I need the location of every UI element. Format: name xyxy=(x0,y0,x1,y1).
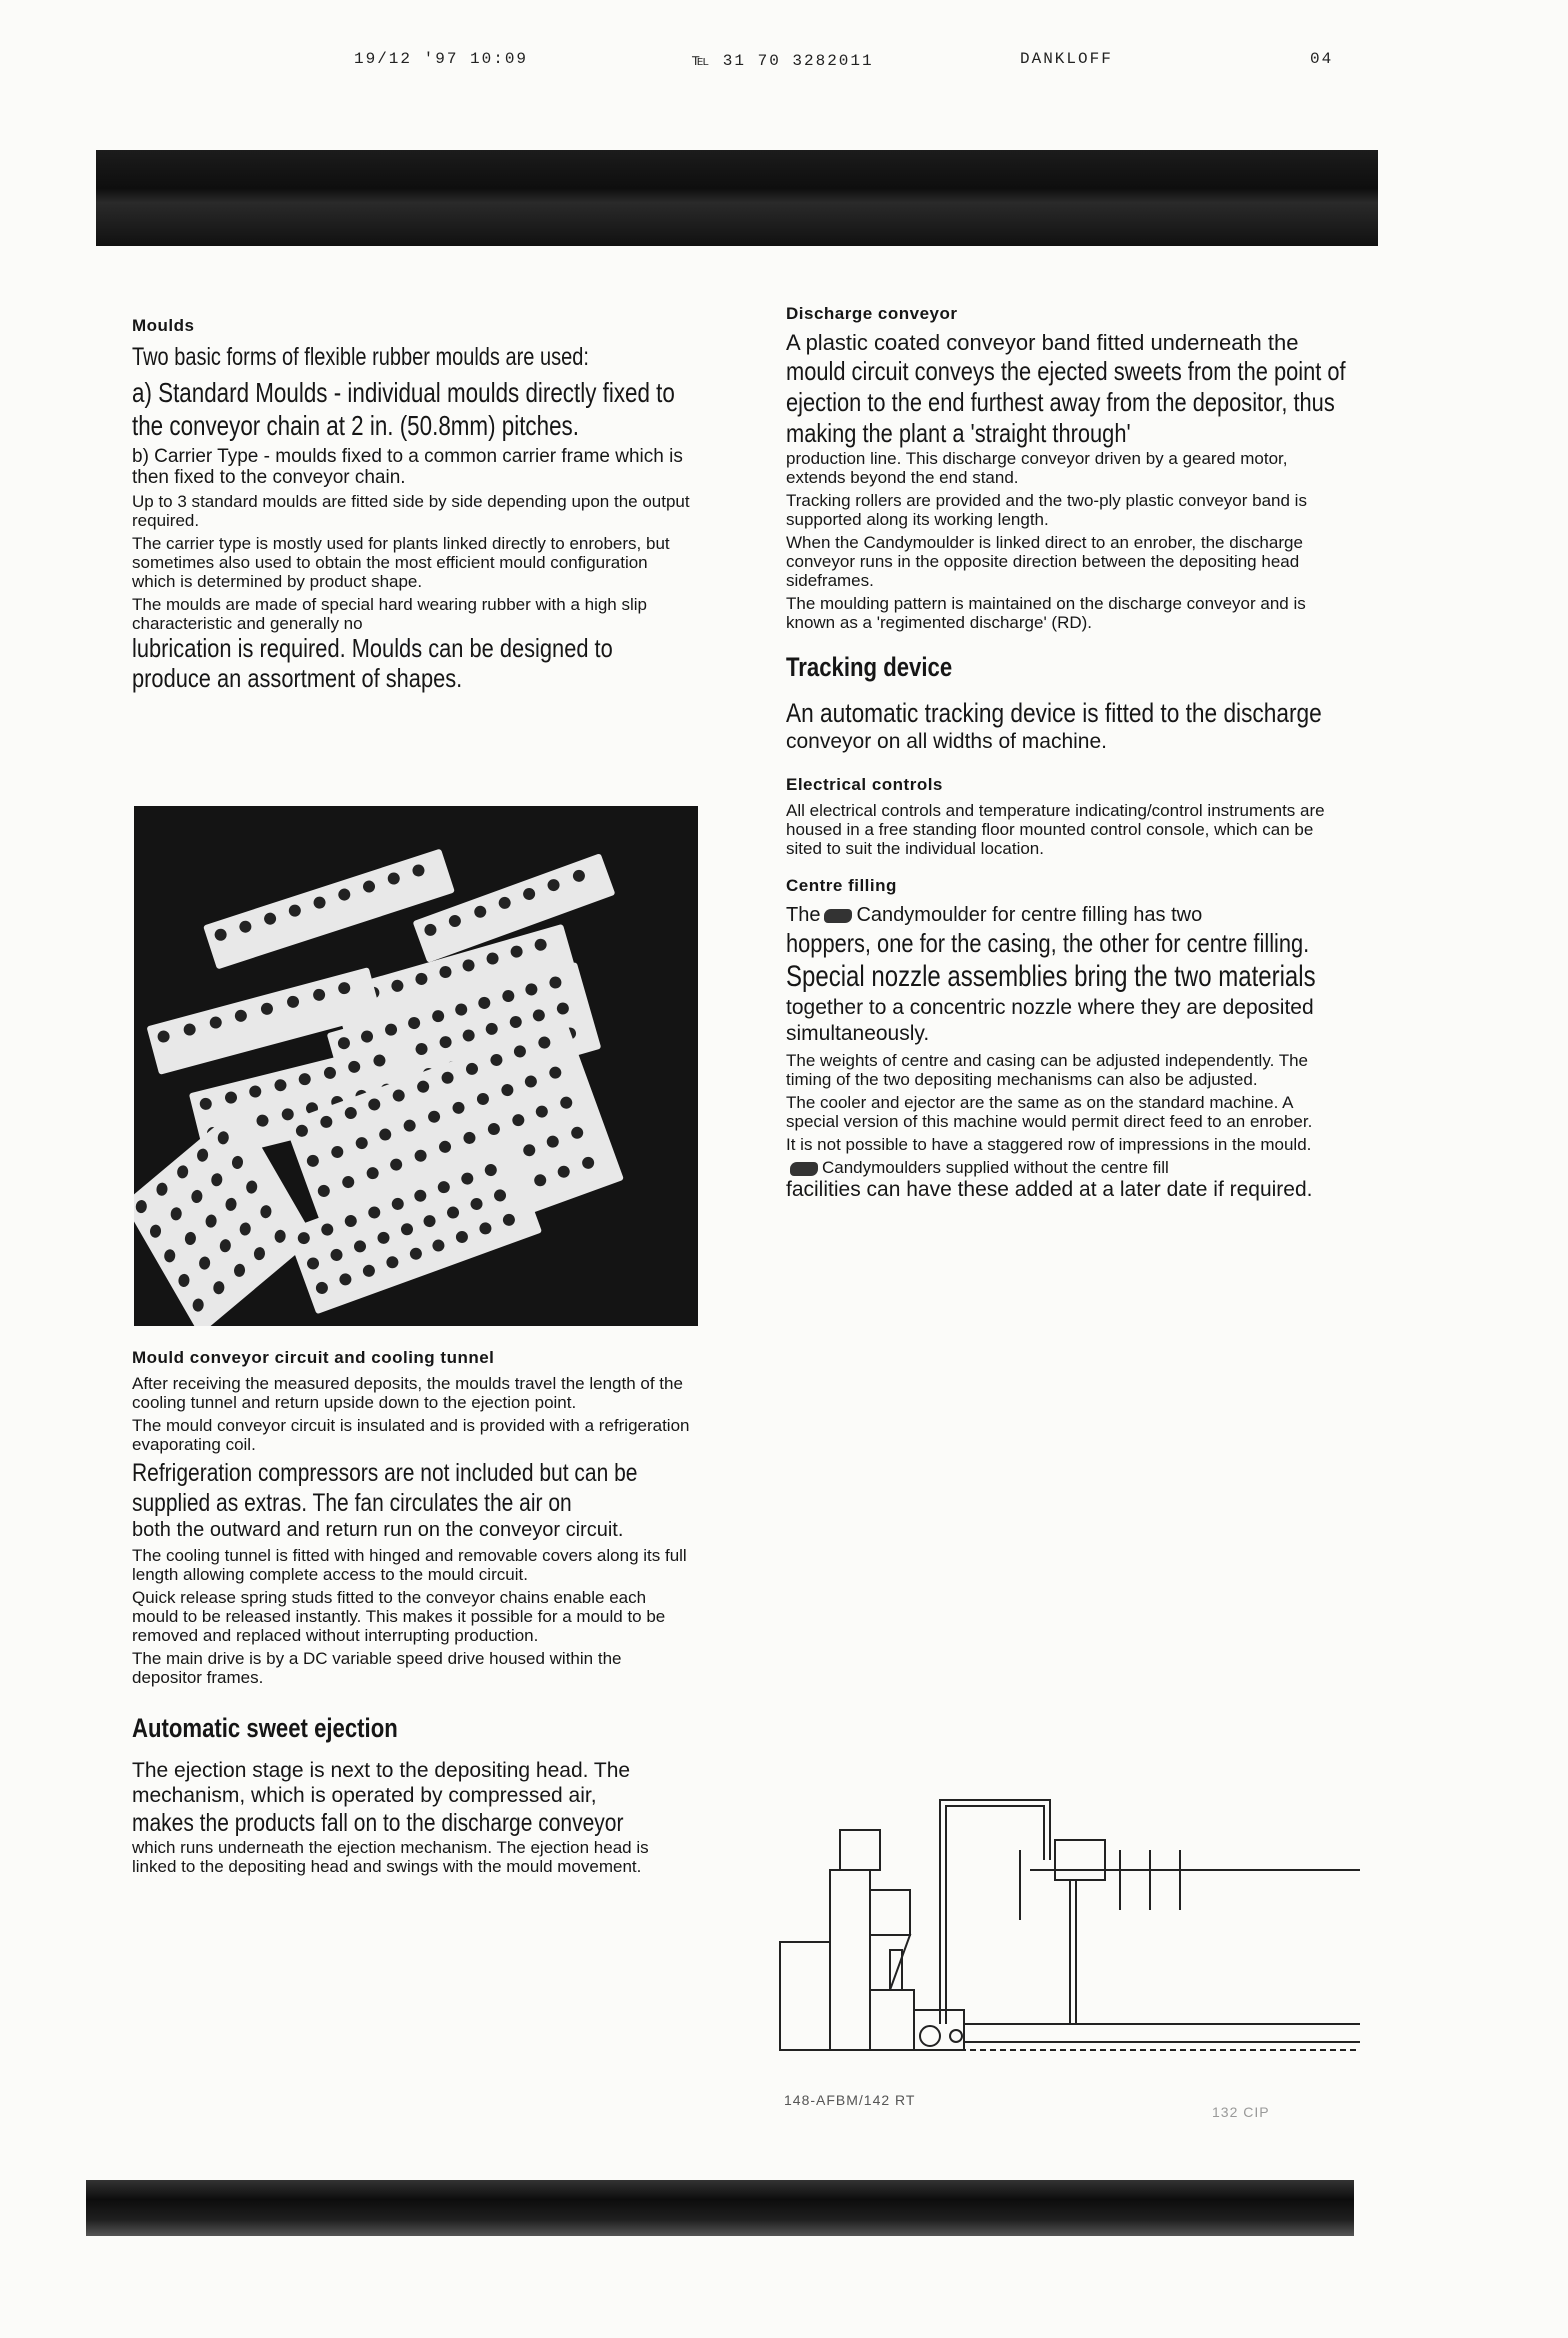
discharge-p1a: A plastic coated conveyor band fitted underneath the xyxy=(786,330,1299,355)
mould-cavity xyxy=(175,1163,190,1181)
mould-conveyor-p6: The main drive is by a DC variable speed drive housed within the depositor frames. xyxy=(132,1649,622,1687)
moulds-intro: Two basic forms of flexible rubber moulds are used: xyxy=(132,343,589,371)
company-logo-icon xyxy=(790,1162,818,1176)
mould-cavity xyxy=(383,1022,398,1037)
mould-cavity xyxy=(224,1195,239,1213)
mould-cavity xyxy=(508,1014,523,1029)
mould-cavity xyxy=(407,1016,422,1031)
mould-cavity xyxy=(337,887,352,902)
mould-cavity xyxy=(258,1202,273,1220)
mould-conveyor-p4: The cooling tunnel is fitted with hinged and removable covers along its full length allowing complete access to the mould circuit. xyxy=(132,1546,687,1584)
mould-cavity xyxy=(548,975,563,990)
mould-cavity xyxy=(343,1105,358,1120)
mould-cavity xyxy=(337,981,352,996)
electrical-heading: Electrical controls xyxy=(786,775,943,794)
mould-cavity xyxy=(559,1095,574,1110)
mould-cavity xyxy=(318,1114,333,1129)
mould-cavity xyxy=(354,1136,369,1151)
mould-conveyor-heading: Mould conveyor circuit and cooling tunnel xyxy=(132,1348,495,1367)
left-column xyxy=(132,316,692,697)
mould-cavity xyxy=(534,1104,549,1119)
mould-cavity xyxy=(462,1130,477,1145)
electrical-p1: All electrical controls and temperature indicating/control instruments are housed in a free standing floor mounted control console, which can be sited to suit the individual location. xyxy=(786,801,1325,858)
mould-cavity xyxy=(391,1088,406,1103)
mould-cavity xyxy=(230,1153,245,1171)
mould-cavity xyxy=(182,1022,197,1037)
mould-cavity xyxy=(413,1148,428,1163)
mould-cavity xyxy=(485,1021,500,1036)
mould-cavity xyxy=(413,1188,428,1203)
mould-cavity xyxy=(322,1066,337,1081)
mould-cavity xyxy=(416,1079,431,1094)
mould-cavity xyxy=(208,1015,223,1030)
fax-datetime: 19/12 '97 10:09 xyxy=(354,50,529,68)
mould-cavity xyxy=(556,1164,571,1179)
mould-cavity xyxy=(555,1001,570,1016)
mould-cavity xyxy=(478,1221,493,1236)
centre-filling-p2b: together to a concentric nozzle where they are deposited simultaneously. xyxy=(786,996,1314,1045)
discharge-p1c: production line. This discharge conveyor driven by a geared motor, extends beyond the end stand. xyxy=(786,449,1288,487)
fax-phone: ℡ 31 70 3282011 xyxy=(692,52,874,70)
mould-cavity xyxy=(238,919,253,934)
section-mould-conveyor xyxy=(132,1348,692,1687)
mould-cavity xyxy=(347,1060,362,1075)
mould-cavity xyxy=(366,1205,381,1220)
diagram-caption-secondary: 132 CIP xyxy=(1212,2104,1270,2120)
discharge-p3: When the Candymoulder is linked direct to an enrober, the discharge conveyor runs in the opposite direction between the depositing head sideframes. xyxy=(786,533,1303,590)
section-centre-filling xyxy=(786,876,1346,1202)
mould-cavity xyxy=(285,995,300,1010)
mould-cavity xyxy=(521,1143,536,1158)
mould-cavity xyxy=(209,1170,224,1188)
mould-cavity xyxy=(234,1008,249,1023)
mould-cavity xyxy=(455,1229,470,1244)
mould-cavity xyxy=(252,1244,267,1262)
mould-cavity xyxy=(499,1083,514,1098)
mould-cavity xyxy=(384,1255,399,1270)
moulds-lubrication: lubrication is required. Moulds can be designed to produce an assortment of shapes. xyxy=(132,633,613,693)
centre-filling-p1b: hoppers, one for the casing, the other for centre filling. xyxy=(786,928,1310,958)
discharge-p1b: mould circuit conveys the ejected sweets from the point of ejection to the end furthest away from the depositor, thus making the plant a 'straight through' xyxy=(786,356,1346,448)
mould-cavity xyxy=(509,944,524,959)
discharge-heading: Discharge conveyor xyxy=(786,304,958,323)
section-discharge xyxy=(786,304,1346,632)
mould-cavity xyxy=(532,1008,547,1023)
fax-header xyxy=(0,50,1568,74)
mould-cavity xyxy=(485,951,500,966)
centre-filling-p6a xyxy=(786,1158,1346,1177)
moulds-heading: Moulds xyxy=(132,316,195,335)
mould-cavity xyxy=(211,1279,226,1297)
mould-cavity xyxy=(411,863,426,878)
mould-cavity xyxy=(571,868,586,883)
mould-cavity xyxy=(524,982,539,997)
discharge-p4: The moulding pattern is maintained on the discharge conveyor and is known as a 'regimented discharge' (RD). xyxy=(786,594,1306,632)
ejection-p1a: The ejection stage is next to the depositing head. The mechanism, which is operated by compressed air, xyxy=(132,1759,631,1807)
mould-cavity xyxy=(329,1144,344,1159)
automatic-ejection-heading: Automatic sweet ejection xyxy=(132,1713,398,1743)
mould-cavity xyxy=(316,1183,331,1198)
mould-cavity xyxy=(431,1238,446,1253)
mould-cavity xyxy=(462,958,477,973)
mould-cavity xyxy=(461,1028,476,1043)
mould-cavity xyxy=(360,1029,375,1044)
ejection-p1c: which runs underneath the ejection mechanism. The ejection head is linked to the depositing head and swings with the mould movement. xyxy=(132,1838,649,1876)
mould-cavity xyxy=(438,1034,453,1049)
ejection-p1b: makes the products fall on to the discharge conveyor xyxy=(132,1809,624,1837)
centre-filling-p1a-pre: The xyxy=(786,904,821,926)
mould-cavity xyxy=(426,1109,441,1124)
mould-cavity xyxy=(408,1246,423,1261)
moulds-material: The moulds are made of special hard wearing rubber with a high slip characteristic and generally no xyxy=(132,595,647,633)
mould-cavity xyxy=(311,988,326,1003)
centre-filling-p6b: facilities can have these added at a later date if required. xyxy=(786,1178,1313,1201)
centre-filling-p3: The weights of centre and casing can be adjusted independently. The timing of the two depositing mechanisms can also be adjusted. xyxy=(786,1051,1309,1089)
mould-cavity xyxy=(423,922,438,937)
mould-cavity xyxy=(176,1271,191,1289)
mould-cavity xyxy=(361,879,376,894)
mould-cavity xyxy=(216,1129,231,1147)
left-column-lower xyxy=(132,1348,692,1880)
mould-cavity xyxy=(545,1134,560,1149)
mould-cavity xyxy=(154,1180,169,1198)
mould-cavity xyxy=(390,1196,405,1211)
mould-cavity xyxy=(314,1281,329,1296)
mould-cavity xyxy=(375,1230,390,1245)
tracking-p1b: conveyor on all widths of machine. xyxy=(786,730,1107,753)
mould-cavity xyxy=(343,1213,358,1228)
mould-cavity xyxy=(451,1100,466,1115)
centre-filling-p1a xyxy=(786,902,1346,928)
mould-cavity xyxy=(223,1090,238,1105)
section-moulds xyxy=(132,316,692,693)
mould-cavity xyxy=(438,965,453,980)
mould-cavity xyxy=(460,1171,475,1186)
mould-conveyor-p3a: Refrigeration compressors are not included but can be supplied as extras. The fan circulates the air on xyxy=(132,1459,638,1517)
mould-cavity xyxy=(189,1188,204,1206)
mould-cavity xyxy=(402,1118,417,1133)
mould-cavity xyxy=(437,1139,452,1154)
fax-sender: DANKLOFF xyxy=(1020,50,1113,68)
mould-cavity xyxy=(156,1029,171,1044)
mould-cavity xyxy=(414,972,429,987)
section-electrical xyxy=(786,775,1346,858)
mould-cavity xyxy=(312,895,327,910)
moulds-side-by-side: Up to 3 standard moulds are fitted side by side depending upon the output required. xyxy=(132,492,690,530)
mould-conveyor-p1: After receiving the measured deposits, the moulds travel the length of the cooling tunnel and return upside down to the ejection point. xyxy=(132,1374,683,1412)
mould-cavity xyxy=(217,1237,232,1255)
moulds-standard: a) Standard Moulds - individual moulds directly fixed to the conveyor chain at 2 in. (50.8mm) pitches. xyxy=(132,377,675,441)
mould-cavity xyxy=(195,1146,210,1164)
mould-cavity xyxy=(475,1091,490,1106)
mould-cavity xyxy=(273,1078,288,1093)
centre-filling-p4: The cooler and ejector are the same as on the standard machine. A special version of this machine would permit direct feed to an enrober. xyxy=(786,1093,1313,1131)
mould-cavity xyxy=(548,1065,563,1080)
mould-cavity xyxy=(297,1072,312,1087)
mould-cavity xyxy=(414,1041,429,1056)
centre-filling-p5: It is not possible to have a staggered row of impressions in the mould. xyxy=(786,1135,1312,1154)
mould-cavity xyxy=(183,1229,198,1247)
mould-cavity xyxy=(436,1179,451,1194)
company-logo-icon xyxy=(824,909,852,923)
mould-cavity xyxy=(361,1264,376,1279)
mould-cavity xyxy=(367,1097,382,1112)
mould-cavity xyxy=(483,1162,498,1177)
mould-conveyor-p5: Quick release spring studs fitted to the conveyor chains enable each mould to be released instantly. This makes it possible for a mould to be removed and replaced without interrupting production. xyxy=(132,1588,666,1645)
mould-cavity xyxy=(319,1222,334,1237)
moulds-carrier: b) Carrier Type - moulds fixed to a common carrier frame which is then fixed to the conveyor chain. xyxy=(132,446,683,488)
mould-cavity xyxy=(365,1166,380,1181)
mould-cavity xyxy=(570,1125,585,1140)
mould-cavity xyxy=(296,1230,311,1245)
centre-filling-p6a-text: Candymoulders supplied without the centre fill xyxy=(822,1158,1169,1177)
section-automatic-ejection xyxy=(132,1713,692,1876)
centre-filling-heading: Centre filling xyxy=(786,876,897,895)
mould-cavity xyxy=(198,1097,213,1112)
bottom-footer-band xyxy=(86,2180,1354,2236)
mould-cavity xyxy=(203,1212,218,1230)
mould-cavity xyxy=(232,1261,247,1279)
mould-cavity xyxy=(472,904,487,919)
mould-cavity xyxy=(372,1053,387,1068)
mould-cavity xyxy=(522,886,537,901)
mould-cavity xyxy=(581,1155,596,1170)
mould-cavity xyxy=(546,877,561,892)
mould-cavity xyxy=(454,1002,469,1017)
mould-cavity xyxy=(197,1254,212,1272)
mould-cavity xyxy=(260,1001,275,1016)
mould-cavity xyxy=(255,1113,270,1128)
centre-filling-p1a-post: Candymoulder for centre filling has two xyxy=(856,904,1203,926)
mould-cavity xyxy=(294,1123,309,1138)
mould-cavity xyxy=(399,1221,414,1236)
mould-cavity xyxy=(338,1272,353,1287)
mould-cavity xyxy=(329,1247,344,1262)
mould-cavity xyxy=(134,1197,149,1215)
mould-cavity xyxy=(389,1157,404,1172)
mould-cavity xyxy=(340,1174,355,1189)
mould-cavity xyxy=(469,1196,484,1211)
mould-conveyor-p2: The mould conveyor circuit is insulated and is provided with a refrigeration evaporating coil. xyxy=(132,1416,690,1454)
mould-cavity xyxy=(510,1113,525,1128)
centre-filling-p2a: Special nozzle assemblies bring the two materials xyxy=(786,960,1316,993)
mould-cavity xyxy=(446,1204,461,1219)
mould-cavity xyxy=(263,911,278,926)
mould-cavity xyxy=(464,1061,479,1076)
mould-conveyor-p3b: both the outward and return run on the conveyor circuit. xyxy=(132,1519,624,1541)
mould-cavity xyxy=(148,1222,163,1240)
tracking-p1a: An automatic tracking device is fitted to the discharge xyxy=(786,698,1322,728)
discharge-p2: Tracking rollers are provided and the two-ply plastic conveyor band is supported along its working length. xyxy=(786,491,1307,529)
mould-cavity xyxy=(378,1127,393,1142)
mould-cavity xyxy=(287,903,302,918)
mould-cavity xyxy=(501,1212,516,1227)
mould-cavity xyxy=(477,995,492,1010)
mould-cavity xyxy=(440,1070,455,1085)
mould-cavity xyxy=(422,1213,437,1228)
mould-cavity xyxy=(168,1205,183,1223)
mould-cavity xyxy=(492,1187,507,1202)
mould-cavity xyxy=(488,1052,503,1067)
mould-cavity xyxy=(305,1255,320,1270)
mould-cavity xyxy=(162,1247,177,1265)
mould-cavity xyxy=(386,871,401,886)
section-tracking xyxy=(786,652,1346,755)
mould-cavity xyxy=(390,978,405,993)
top-header-band xyxy=(96,150,1378,246)
mould-cavity xyxy=(213,927,228,942)
moulds-carrier-usage: The carrier type is mostly used for plants linked directly to enrobers, but sometimes also used to obtain the most efficient mould configuration which is determined by product shape. xyxy=(132,534,670,591)
mould-cavity xyxy=(486,1121,501,1136)
mould-cavity xyxy=(447,913,462,928)
mould-cavity xyxy=(238,1220,253,1238)
mould-cavity xyxy=(352,1238,367,1253)
right-column xyxy=(786,304,1346,1206)
mould-cavity xyxy=(497,895,512,910)
mould-cavity xyxy=(537,1035,552,1050)
mould-cavity xyxy=(501,989,516,1004)
fax-page-number: 04 xyxy=(1310,50,1334,68)
mould-cavity xyxy=(337,1036,352,1051)
tracking-heading: Tracking device xyxy=(786,652,953,682)
mould-cavity xyxy=(532,1173,547,1188)
mould-cavity xyxy=(305,1153,320,1168)
mould-cavity xyxy=(430,1009,445,1024)
mould-cavity xyxy=(533,937,548,952)
mould-cavity xyxy=(513,1044,528,1059)
mould-cavity xyxy=(244,1178,259,1196)
mould-cavity xyxy=(524,1074,539,1089)
mould-cavity xyxy=(191,1296,206,1314)
mould-cavity xyxy=(248,1084,263,1099)
moulds-photo xyxy=(134,806,698,1326)
machine-diagram xyxy=(770,1760,1360,2100)
diagram-caption: 148-AFBM/142 RT xyxy=(784,2092,916,2108)
